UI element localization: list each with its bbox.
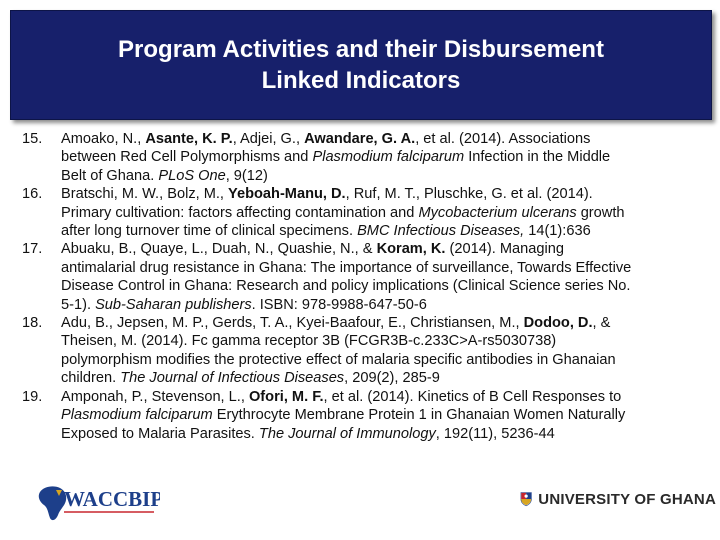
reference-item (22, 240, 712, 314)
reference-text: Exposed to Malaria Parasites. (61, 425, 259, 442)
reference-text: , Ruf, M. T., Pluschke, G. et al. (2014). (345, 186, 593, 203)
reference-text: Belt of Ghana. (61, 167, 159, 184)
reference-line (61, 314, 712, 332)
reference-text: , et al. (2014). Kinetics of B Cell Responses to (323, 388, 622, 405)
waccbip-logo-text: WACCBIP (64, 487, 160, 511)
reference-text: Primary cultivation: factors affecting contamination and (61, 204, 419, 221)
reference-text: growth (576, 204, 625, 221)
reference-text: , & (592, 315, 611, 332)
reference-line (61, 351, 712, 369)
reference-line (61, 332, 712, 350)
author-highlight: Ofori, M. F. (248, 388, 324, 405)
reference-text: Infection in the Middle (464, 149, 611, 166)
reference-text: 14(1):636 (524, 223, 591, 240)
reference-text: . ISBN: 978-9988-647-50-6 (251, 296, 427, 313)
italic-text: BMC Infectious Diseases, (357, 223, 525, 240)
title-band (0, 0, 720, 120)
africa-map-icon (39, 486, 66, 520)
reference-line (61, 222, 712, 240)
reference-line (61, 388, 712, 406)
reference-text: , 192(11), 5236-44 (435, 425, 555, 442)
italic-text: Plasmodium falciparum (61, 407, 213, 424)
title-box (10, 10, 712, 120)
reference-number: 19. (22, 388, 43, 405)
italic-text: Mycobacterium ulcerans (418, 204, 577, 221)
crest-icon (520, 476, 532, 522)
author-highlight: Awandare, G. A. (304, 131, 416, 147)
reference-line (61, 369, 712, 387)
author-highlight: Dodoo, D. (523, 315, 593, 332)
reference-line (61, 130, 712, 148)
reference-number: 18. (22, 315, 43, 332)
reference-text: Abuaku, B., Quaye, L., Duah, N., Quashie, N., & (61, 241, 377, 258)
reference-text: , Adjei, G., (232, 131, 305, 147)
reference-text: (2014). Managing (445, 241, 564, 258)
reference-line (61, 240, 712, 258)
italic-text: Plasmodium falciparum (312, 149, 465, 166)
reference-number: 17. (22, 241, 43, 258)
reference-text: Amponah, P., Stevenson, L., (61, 388, 249, 405)
reference-line (61, 296, 712, 314)
reference-text: , et al. (2014). Associations (415, 131, 591, 147)
italic-text: Sub-Saharan publishers (95, 296, 252, 313)
reference-text: polymorphism modifies the protective effect of malaria specific antibodies in Ghanaian (61, 351, 616, 368)
reference-text: Amoako, N., (61, 131, 146, 147)
reference-text: antimalarial drug resistance in Ghana: The importance of surveillance, Towards Effective (61, 259, 632, 276)
reference-text: after long turnover time of clinical specimens. (61, 223, 358, 240)
italic-text: The Journal of Immunology (258, 425, 436, 442)
italic-text: The Journal of Infectious Diseases (120, 370, 345, 387)
reference-text: , 9(12) (225, 167, 268, 184)
reference-text: Bratschi, M. W., Bolz, M., (61, 186, 229, 203)
reference-item (22, 130, 712, 185)
reference-text: 5-1). (61, 296, 96, 313)
reference-line (61, 406, 712, 424)
reference-line (61, 259, 712, 277)
reference-text: Theisen, M. (2014). Fc gamma receptor 3B (FCGR3B-c.233C>A-rs5030738) (61, 333, 557, 350)
reference-text: children. (61, 370, 121, 387)
reference-text: between Red Cell Polymorphisms and (61, 149, 313, 166)
reference-line (61, 277, 712, 295)
slide-title-line-1: Program Activities and their Disbursement (118, 36, 604, 63)
waccbip-logo (34, 478, 160, 526)
university-of-ghana-logo (520, 474, 716, 524)
author-highlight: Koram, K. (376, 241, 446, 258)
reference-line (61, 425, 712, 443)
slide-title-line-2: Linked Indicators (261, 67, 461, 94)
italic-text: PLoS One (158, 167, 226, 184)
reference-list (22, 130, 712, 443)
reference-line (61, 185, 712, 203)
waccbip-logo-graphic (34, 478, 160, 526)
university-of-ghana-text: UNIVERSITY OF GHANA (538, 490, 716, 508)
reference-line (61, 204, 712, 222)
reference-text: Disease Control in Ghana: Research and policy implications (Clinical Science series No. (61, 278, 631, 295)
author-highlight: Asante, K. P. (145, 131, 233, 147)
reference-number: 16. (22, 186, 43, 203)
reference-line (61, 167, 712, 185)
reference-item (22, 314, 712, 388)
reference-item (22, 185, 712, 240)
reference-text: Erythrocyte Membrane Protein 1 in Ghanaian Women Naturally (212, 407, 626, 424)
reference-text: , 209(2), 285-9 (344, 370, 440, 387)
reference-item (22, 388, 712, 443)
reference-text: Adu, B., Jepsen, M. P., Gerds, T. A., Kyei-Baafour, E., Christiansen, M., (61, 315, 524, 332)
reference-number: 15. (22, 131, 43, 147)
reference-line (61, 148, 712, 166)
author-highlight: Yeboah-Manu, D. (228, 186, 346, 203)
